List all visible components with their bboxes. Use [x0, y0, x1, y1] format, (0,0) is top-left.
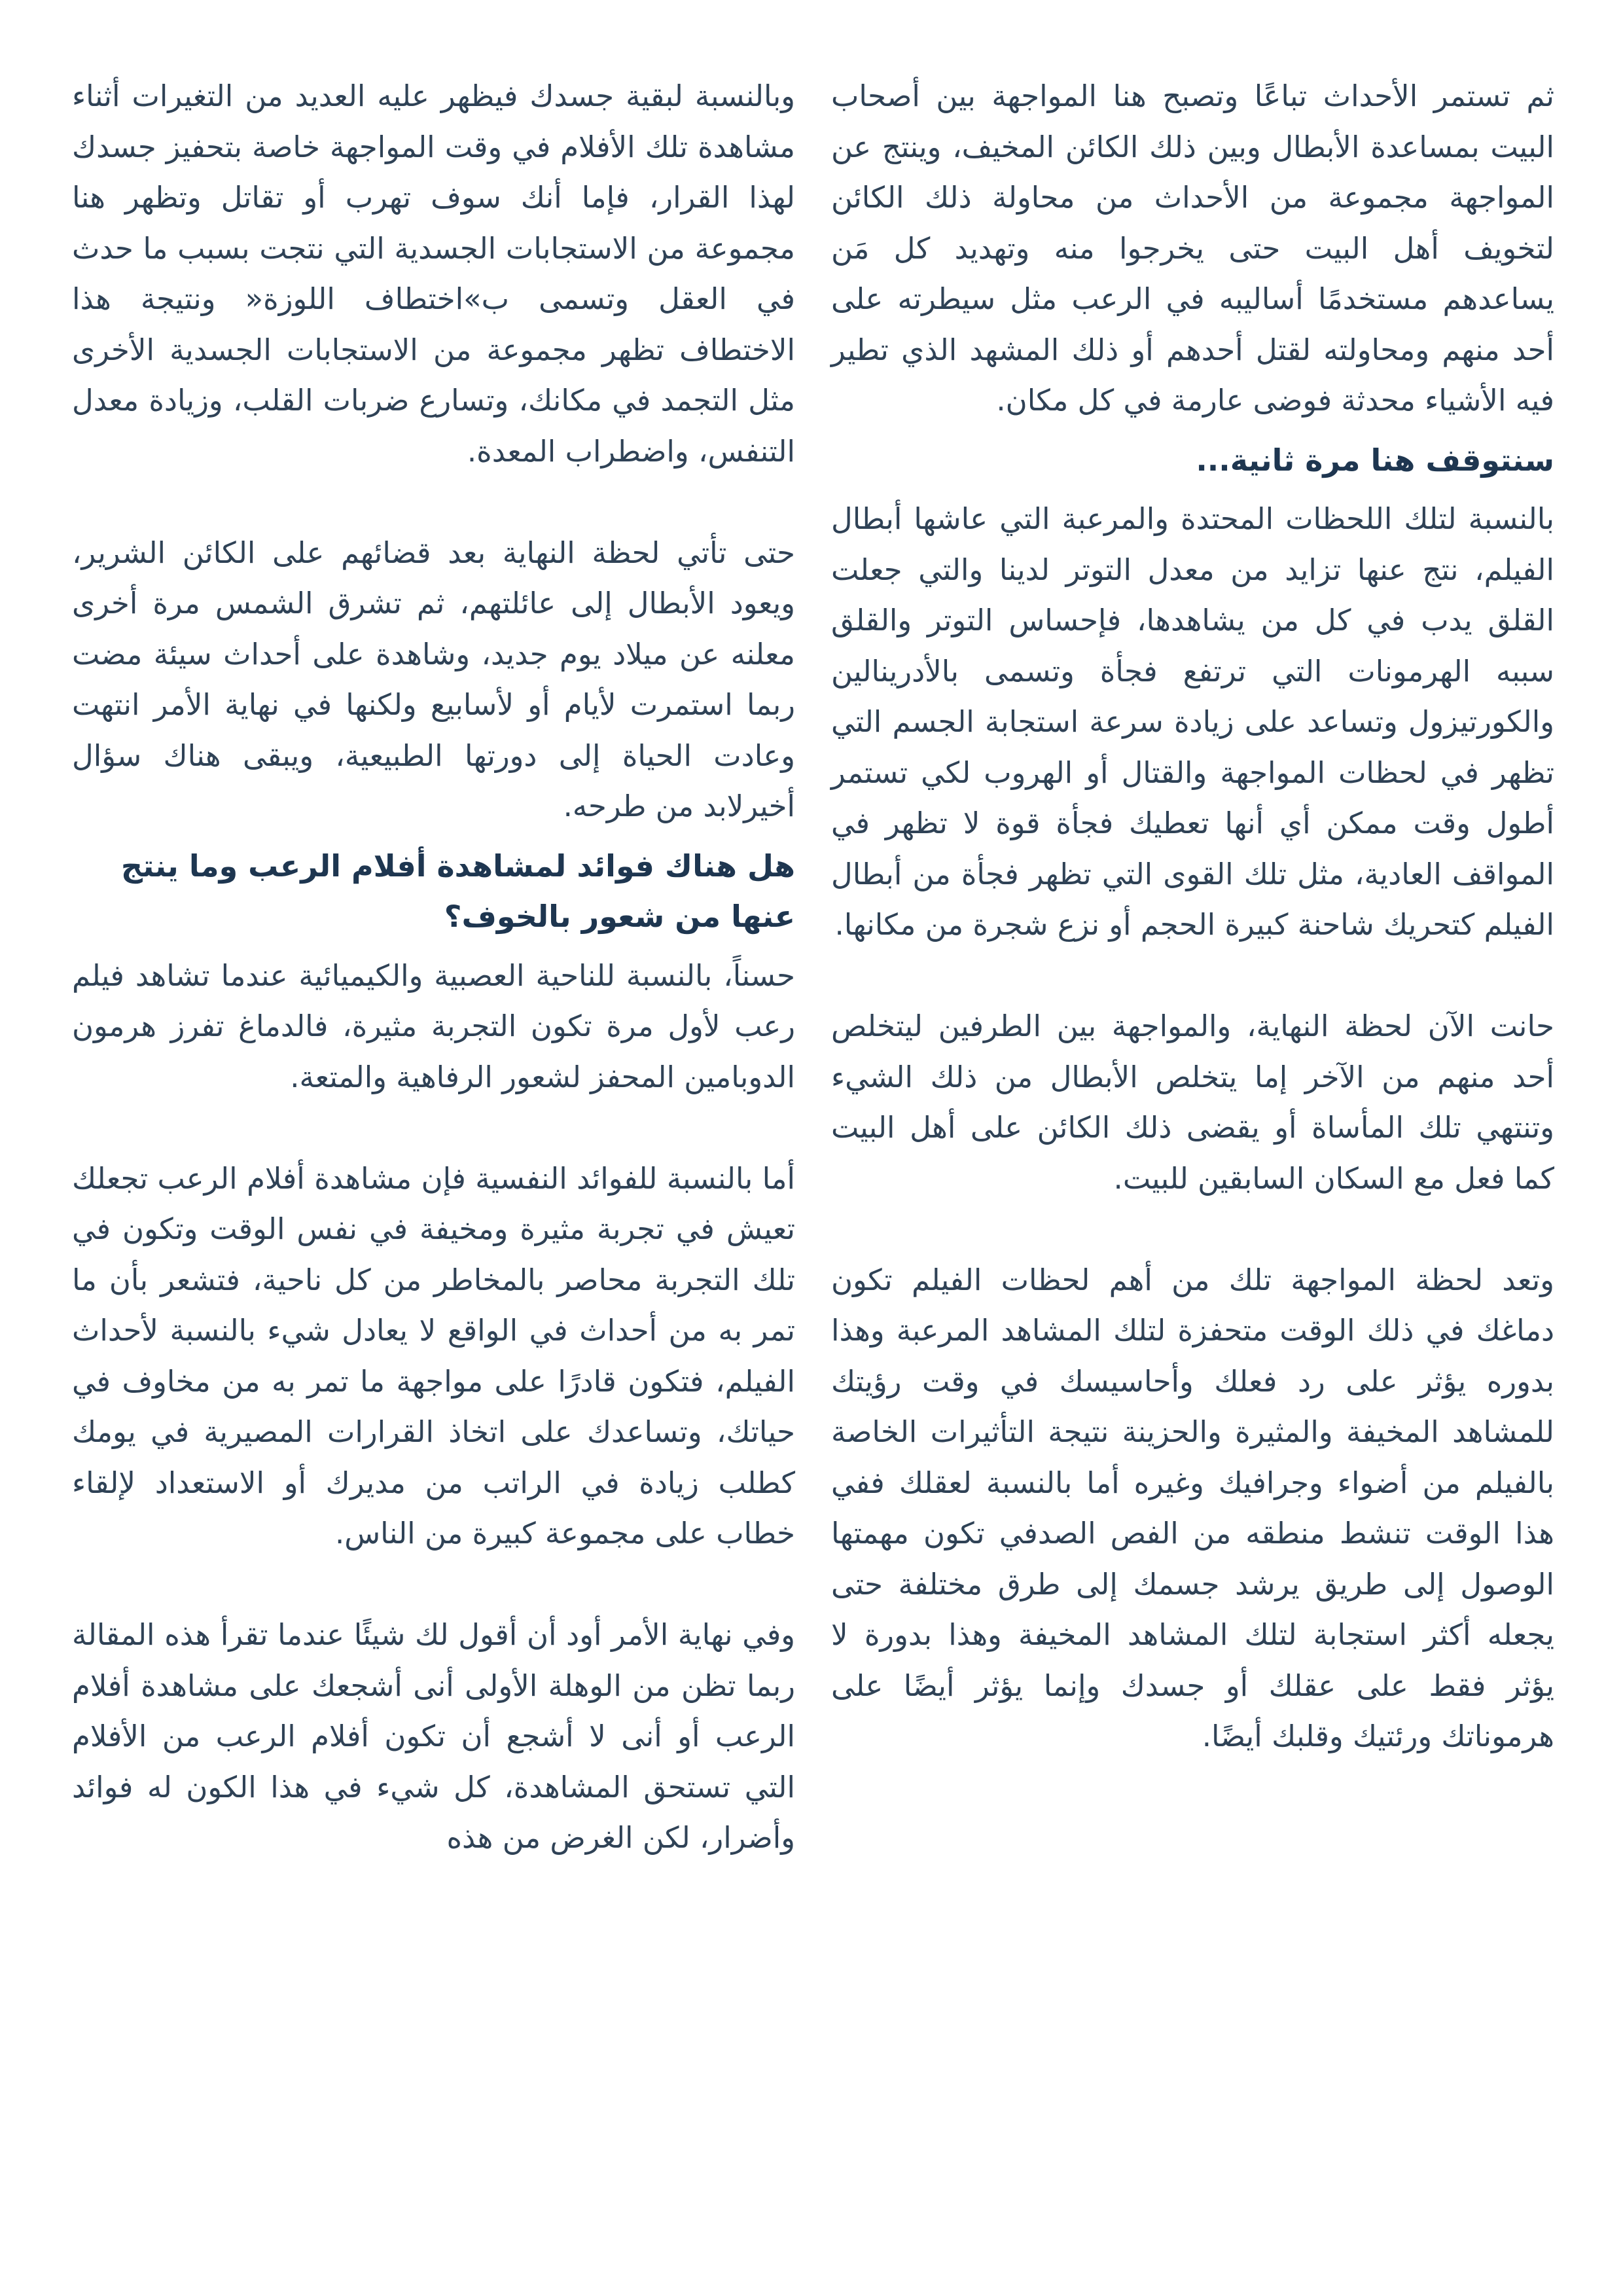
- paragraph-hormones: بالنسبة لتلك اللحظات المحتدة والمرعبة التي عاشها أبطال الفيلم، نتج عنها تزايد من معدل التوتر لدينا والتي جعلت القلق يدب في كل من يشاهدها، فإحساس التوتر والقلق سببه الهرمونات التي ترتفع فجأة وتسمى بالأدرينالين والكورتيزول وتساعد على زيادة سرعة استجابة الجسم التي تظهر في لحظات المواجهة والقتال أو الهروب لكي تستمر أطول وقت ممكن أي أنها تعطيك فجأة قوة لا تظهر في المواقف العادية، مثل تلك القوى التي تظهر فجأة من أبطال الفيلم كتحريك شاحنة كبيرة الحجم أو نزع شجرة من مكانها.: [831, 501, 1554, 942]
- paragraph-psych-benefits: أما بالنسبة للفوائد النفسية فإن مشاهدة أفلام الرعب تجعلك تعيش في تجربة مثيرة ومخيفة في نفس الوقت وتكون في تلك التجربة محاصر بالمخاطر من كل ناحية، فتشعر بأن ما تمر به من أحداث في الواقع لا يعادل شيء بالنسبة لأحداث الفيلم، فتكون قادرًا على مواجهة ما تمر به من مخاوف في حياتك، وتساعدك على اتخاذ القرارات المصيرية في يومك كطلب زيادة في الراتب من مديرك أو الاستعداد لإلقاء خطاب على مجموعة كبيرة من الناس.: [72, 1160, 795, 1551]
- section-heading-pause: سنتوقف هنا مرة ثانية...: [1196, 442, 1554, 478]
- right-column: [831, 71, 1554, 1762]
- paragraph-confrontation: ثم تستمر الأحداث تباعًا وتصبح هنا المواجهة بين أصحاب البيت بمساعدة الأبطال وبين ذلك الكائن المخيف، وينتج عن المواجهة مجموعة من الأحداث من محاولة ذلك الكائن لتخويف أهل البيت حتى يخرجوا منه وتهديد كل مَن يساعدهم مستخدمًا أساليبه في الرعب مثل سيطرته على أحد منهم ومحاولته لقتل أحدهم أو ذلك المشهد الذي تطير فيه الأشياء محدثة فوضى عارمة في كل مكان.: [831, 79, 1554, 418]
- paragraph-film-ending: حتى تأتي لحظة النهاية بعد قضائهم على الكائن الشرير، ويعود الأبطال إلى عائلتهم، ثم تشرق الشمس مرة أخرى معلنه عن ميلاد يوم جديد، وشاهدة على أحداث سيئة مضت ربما استمرت لأيام أو لأسابيع ولكنها في نهاية الأمر انتهت وعادت الحياة إلى دورتها الطبيعية، ويبقى هناك سؤال أخيرلابد من طرحه.: [72, 535, 795, 823]
- paragraph-brain-response: وتعد لحظة المواجهة تلك من أهم لحظات الفيلم تكون دماغك في ذلك الوقت متحفزة لتلك المشاهد المرعبة وهذا بدوره يؤثر على رد فعلك وأحاسيسك في وقت رؤيتك للمشاهد المخيفة والمثيرة والحزينة نتيجة التأثيرات الخاصة بالفيلم من أضواء وجرافيك وغيره أما بالنسبة لعقلك ففي هذا الوقت تنشط منطقه من الفص الصدفي تكون مهمتها الوصول إلى طريق يرشد جسمك إلى طرق مختلفة حتى يجعله أكثر استجابة لتلك المشاهد المخيفة وهذا بدورة لا يؤثر فقط على عقلك أو جسدك وإنما يؤثر أيضًا على هرموناتك ورئتيك وقلبك أيضًا.: [831, 1262, 1554, 1753]
- section-heading-benefits: هل هناك فوائد لمشاهدة أفلام الرعب وما ينتج عنها من شعور بالخوف؟: [120, 848, 795, 934]
- left-column: [72, 71, 795, 1863]
- paragraph-body-changes: وبالنسبة لبقية جسدك فيظهر عليه العديد من التغيرات أثناء مشاهدة تلك الأفلام في وقت المواجهة خاصة بتحفيز جسدك لهذا القرار، فإما أنك سوف تهرب أو تقاتل وتظهر هنا مجموعة من الاستجابات الجسدية التي نتجت بسبب ما حدث في العقل وتسمى ب»اختطاف اللوزة« ونتيجة هذا الاختطاف تظهر مجموعة من الاستجابات الجسدية الأخرى مثل التجمد في مكانك، وتسارع ضربات القلب، وزيادة معدل التنفس، واضطراب المعدة.: [72, 79, 795, 469]
- paragraph-neuro-benefits: حسناً، بالنسبة للناحية العصبية والكيميائية عندما تشاهد فيلم رعب لأول مرة تكون التجربة مثيرة، فالدماغ تفرز هرمون الدوبامين المحفز لشعور الرفاهية والمتعة.: [72, 958, 795, 1094]
- paragraph-conclusion: وفي نهاية الأمر أود أن أقول لك شيئًا عندما تقرأ هذه المقالة ربما تظن من الوهلة الأولى أنى أشجعك على مشاهدة أفلام الرعب أو أنى لا أشجع أن تكون أفلام الرعب من الأفلام التي تستحق المشاهدة، كل شيء في هذا الكون له فوائد وأضرار، لكن الغرض من هذه: [72, 1617, 795, 1855]
- paragraph-ending-moment: حانت الآن لحظة النهاية، والمواجهة بين الطرفين ليتخلص أحد منهم من الآخر إما يتخلص الأبطال من ذلك الشيء وتنتهي تلك المأساة أو يقضى ذلك الكائن على أهل البيت كما فعل مع السكان السابقين للبيت.: [831, 1009, 1554, 1196]
